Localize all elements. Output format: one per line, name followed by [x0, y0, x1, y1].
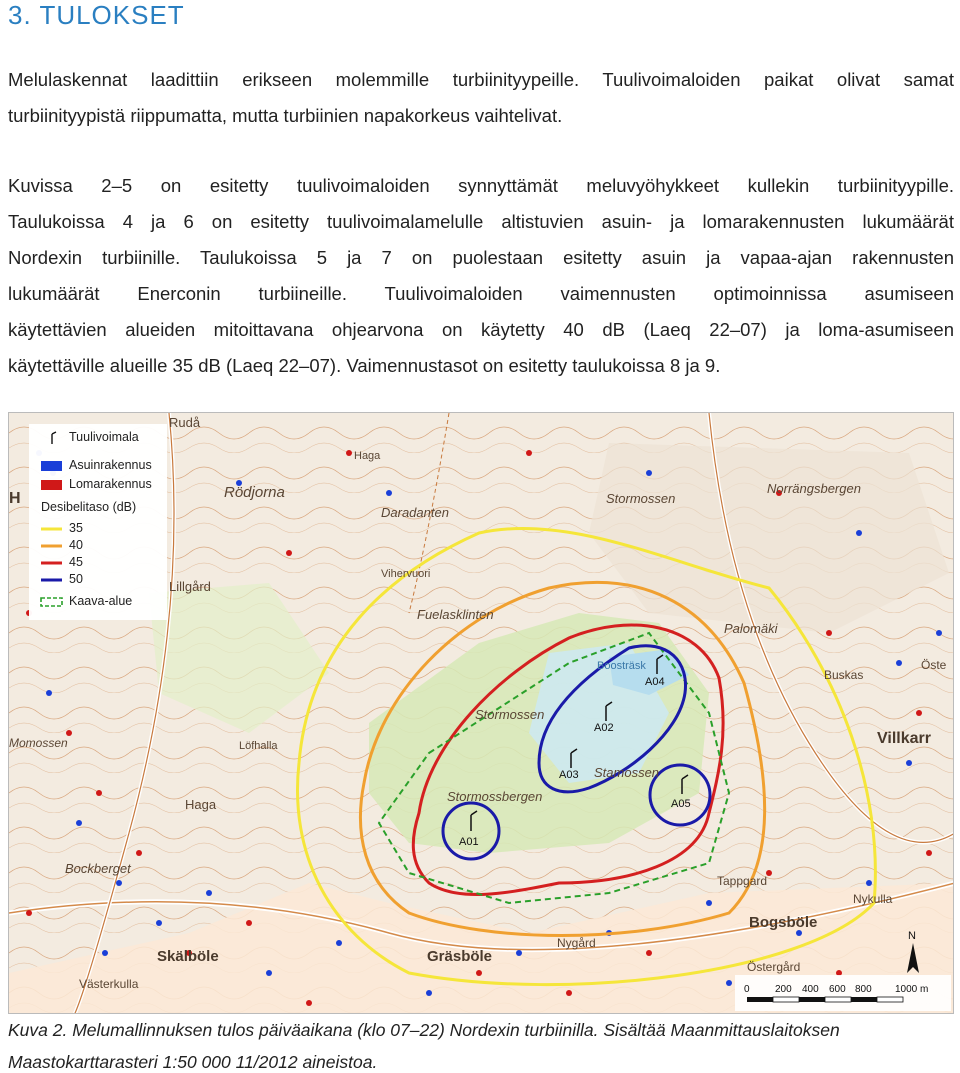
legend-title: Desibelitaso (dB) — [41, 500, 137, 514]
paragraph-intro-line: Melulaskennat laadittiin erikseen molemmille turbiinityypeille. Tuulivoimaloiden paikat olivat samat — [8, 69, 954, 90]
place-label: Nykulla — [853, 892, 893, 906]
place-label: Öste — [921, 658, 947, 672]
legend-label: Asuinrakennus — [69, 458, 152, 472]
turbine-icon — [52, 432, 56, 444]
place-label: Stormossbergen — [447, 789, 543, 804]
scale-tick: 200 — [775, 984, 792, 995]
place-label: Östergård — [747, 960, 801, 974]
place-label: H — [9, 490, 21, 507]
place-label: Stormossen — [606, 491, 676, 506]
svg-text:N: N — [908, 930, 916, 942]
paragraph-results — [8, 168, 954, 384]
paragraph-results-line: käytettävien alueiden mitoittavana ohjearvona on käytetty 40 dB (Laeq 22–07) ja loma-asumiseen — [8, 319, 954, 340]
place-label: Palomäki — [724, 621, 778, 636]
turbine-label: A04 — [645, 676, 665, 688]
scale-tick: 400 — [802, 984, 819, 995]
place-label: Gräsböle — [427, 948, 493, 965]
map-legend — [29, 424, 167, 620]
residential-swatch — [41, 461, 62, 471]
turbine-label: A02 — [594, 722, 614, 734]
scale-tick: 1000 m — [895, 984, 929, 995]
paragraph-intro-line: turbiinityypistä riippumatta, mutta turbiinien napakorkeus vaihtelivat. — [8, 105, 563, 126]
place-label: Västerkulla — [79, 977, 139, 991]
place-label: Norrängsbergen — [767, 481, 861, 496]
place-label: Tappgard — [717, 874, 768, 888]
scale-tick: 600 — [829, 984, 846, 995]
legend-label: 50 — [69, 572, 83, 586]
scale-tick: 800 — [855, 984, 872, 995]
turbine-label: A03 — [559, 769, 579, 781]
legend-label: Lomarakennus — [69, 477, 152, 491]
place-label: Vihervuori — [381, 568, 431, 580]
legend-label: 40 — [69, 538, 83, 552]
place-label: Haga — [354, 450, 381, 462]
place-label: Fuelasklinten — [417, 607, 494, 622]
paragraph-results-line: käytettäville alueille 35 dB (Laeq 22–07). Vaimennustasot on esitetty taulukoissa 8 ja 9. — [8, 355, 721, 376]
paragraph-results-line: Nordexin turbiinille. Taulukoissa 5 ja 7 on puolestaan esitetty asuin ja vapaa-ajan rakennusten — [8, 247, 954, 268]
place-label: Haga — [185, 797, 217, 812]
place-label: Stormossen — [475, 707, 545, 722]
legend-label: 45 — [69, 555, 83, 569]
place-label: Momossen — [9, 736, 68, 750]
place-label: Stamossen — [594, 765, 660, 780]
place-label: Buskas — [824, 668, 864, 682]
legend-label: Tuulivoimala — [69, 430, 139, 444]
place-label: Nygård — [557, 936, 596, 950]
holiday-swatch — [41, 480, 62, 490]
place-label: Rödjorna — [224, 484, 285, 501]
place-label: Rudå — [169, 415, 201, 430]
turbine-label: A01 — [459, 836, 479, 848]
legend-label: 35 — [69, 521, 83, 535]
place-label: Villkarr — [877, 730, 931, 747]
legend-label: Kaava-alue — [69, 594, 133, 608]
place-label: Boosträsk — [597, 660, 646, 672]
scale-bar — [735, 975, 951, 1011]
paragraph-results-line: Kuvissa 2–5 on esitetty tuulivoimaloiden synnyttämät meluvyöhykkeet kullekin turbiinityypille. — [8, 175, 954, 196]
figure-caption: Maastokarttarasteri 1:50 000 11/2012 aineistoa. — [8, 1052, 378, 1072]
place-label: Skälböle — [157, 948, 219, 965]
paragraph-intro — [8, 62, 954, 134]
place-label: Bockberget — [65, 861, 131, 876]
turbine-label: A05 — [671, 798, 691, 810]
paragraph-results-line: Taulukoissa 4 ja 6 on esitetty tuulivoimalamelulle altistuvien asuin- ja lomarakennusten lukumäärät — [8, 211, 954, 232]
section-heading: 3. TULOKSET — [8, 0, 185, 30]
figure-caption: Kuva 2. Melumallinnuksen tulos päiväaikana (klo 07–22) Nordexin turbiinilla. Sisältää Maanmittauslaitoksen — [8, 1020, 840, 1040]
place-label: Löfhalla — [239, 740, 278, 752]
place-label: Lillgård — [169, 579, 211, 594]
plan-area-swatch — [41, 598, 62, 606]
place-label: Daradanten — [381, 505, 449, 520]
paragraph-results-line: lukumäärät Enerconin turbiineille. Tuulivoimaloiden vaimennusten optimoinnissa asumiseen — [8, 283, 954, 304]
scale-tick: 0 — [744, 984, 750, 995]
place-label: Bogsböle — [749, 914, 818, 931]
